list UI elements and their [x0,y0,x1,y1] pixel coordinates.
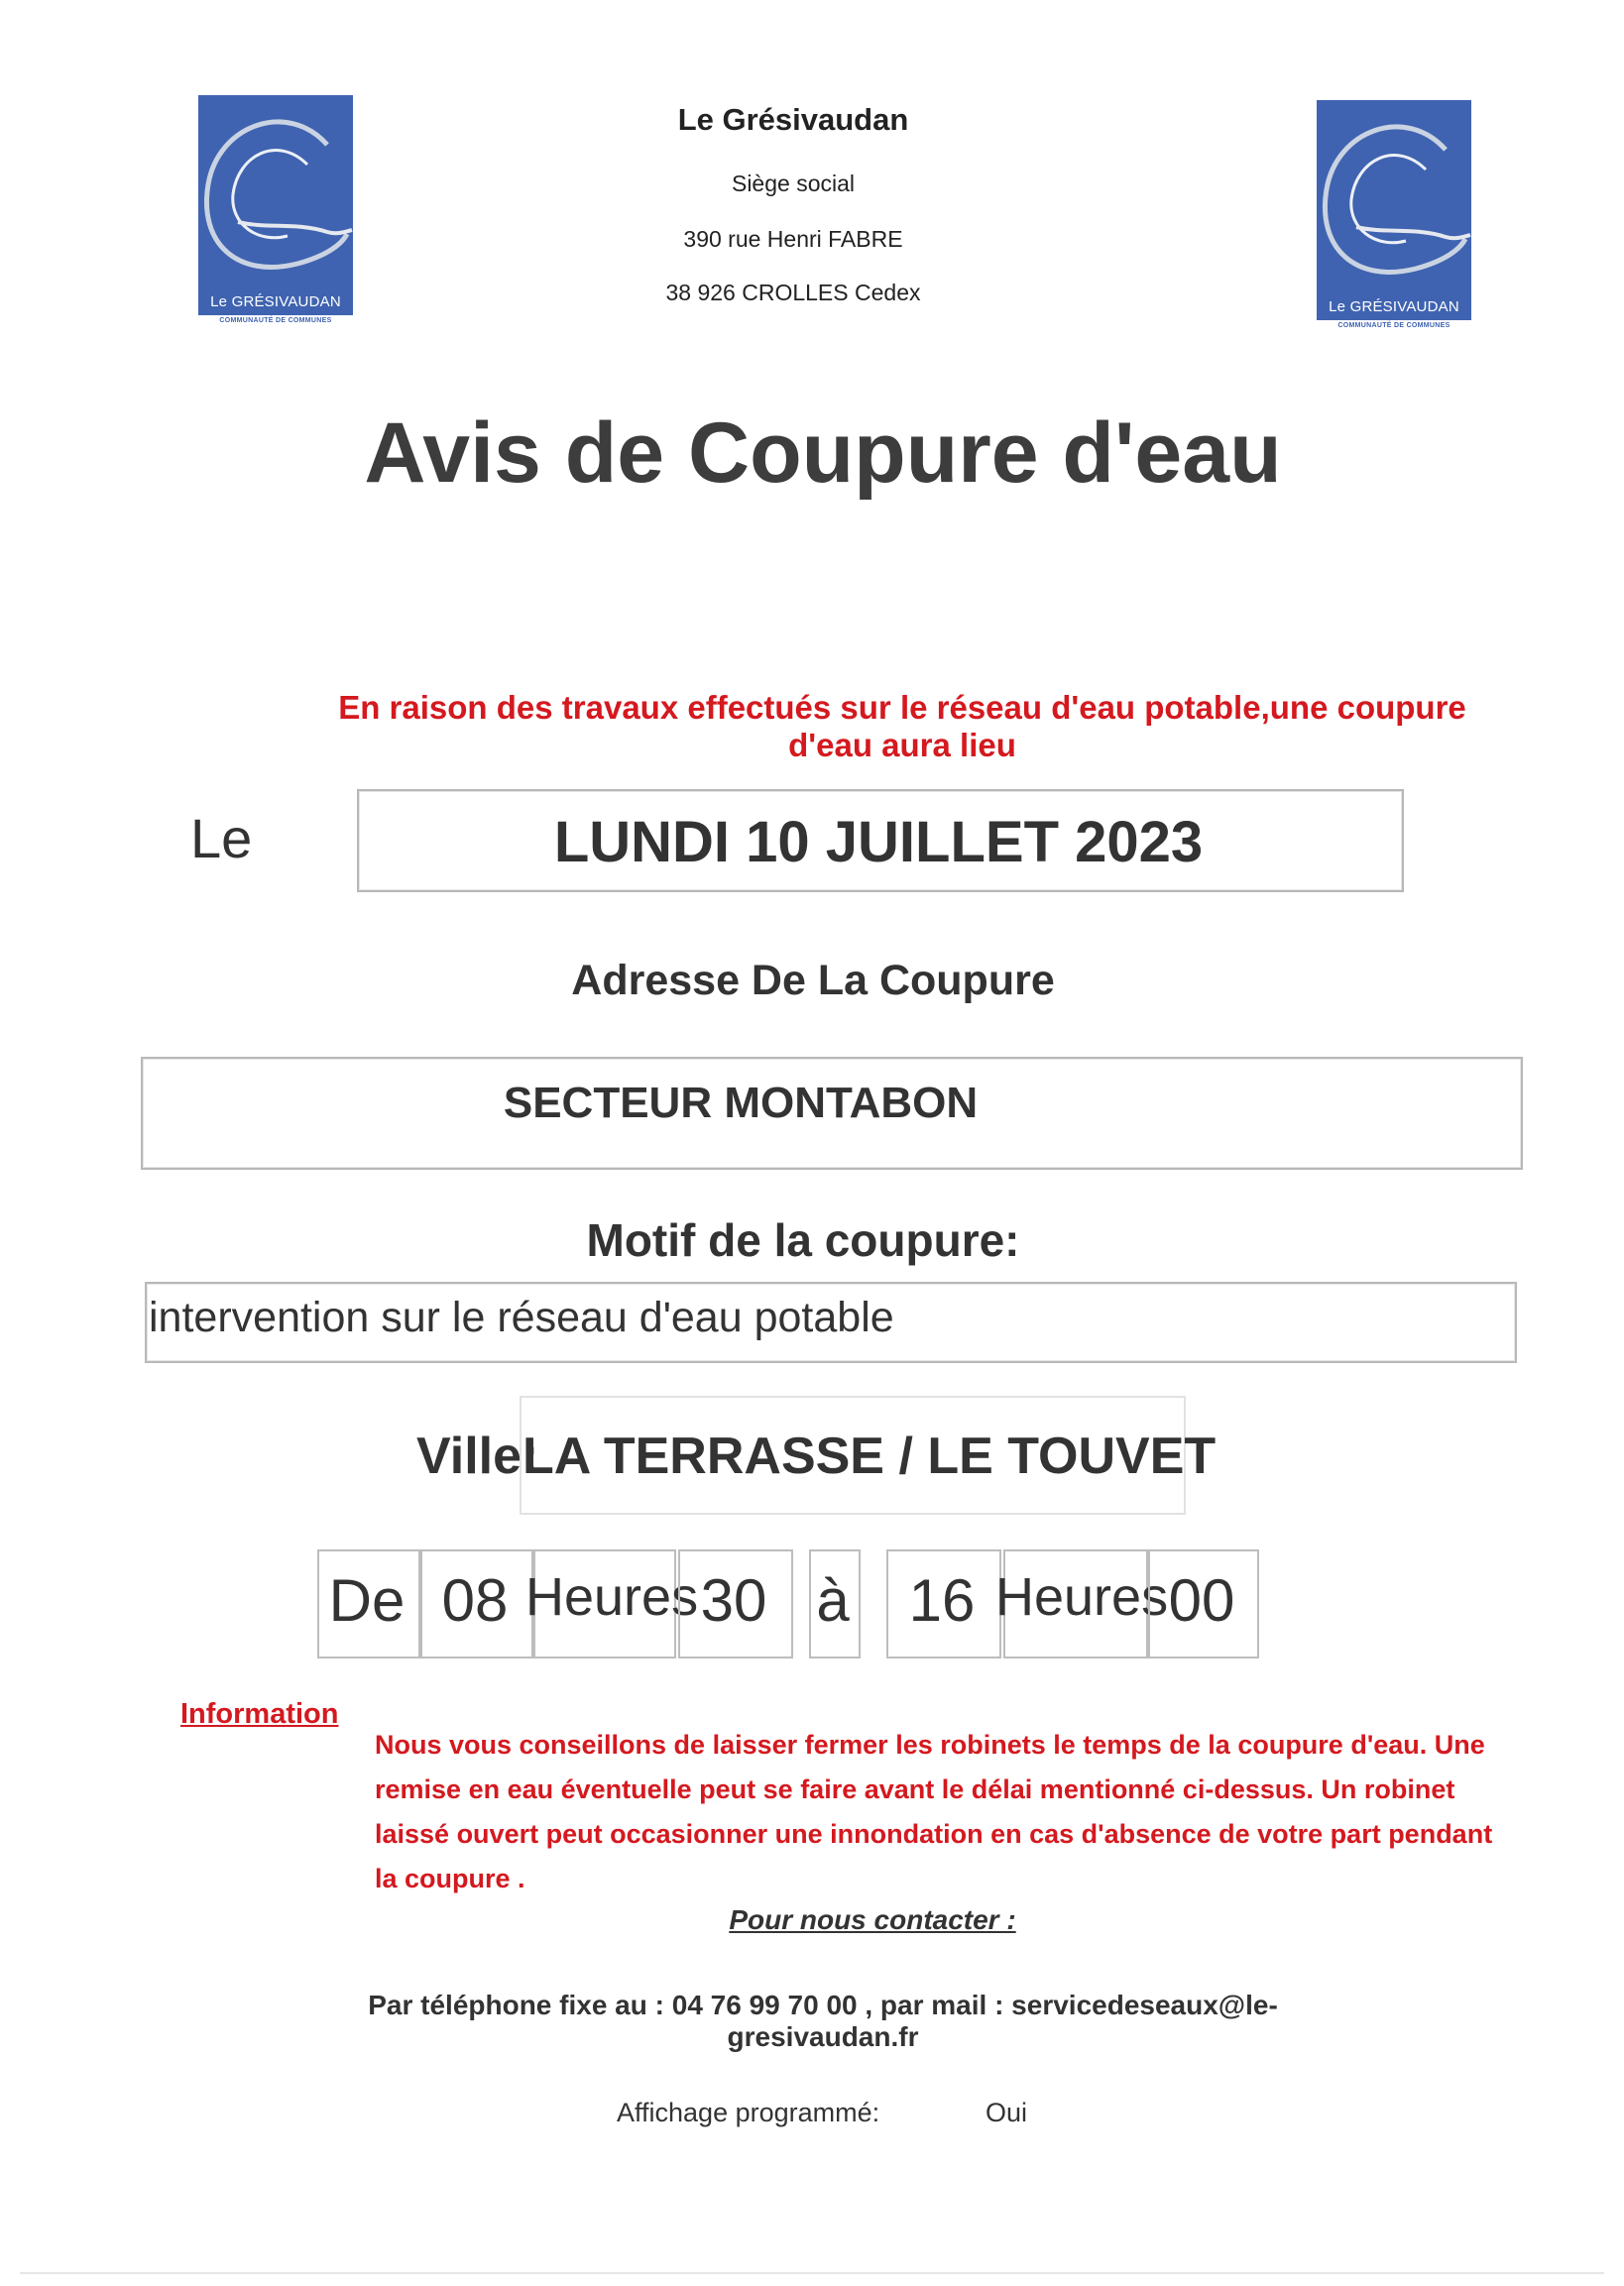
hours-label-2: Heures [995,1567,1169,1627]
logo-left [198,95,353,331]
start-hour: 08 [441,1567,509,1634]
contact-details: Par téléphone fixe au : 04 76 99 70 00 , par mail : servicedeseaux@le-gresivaudan.fr [368,1990,1278,2052]
information-label: Information [180,1698,339,1730]
address-value: SECTEUR MONTABON [503,1079,979,1127]
intro-notice: En raison des travaux effectués sur le réseau d'eau potable,une coupure d'eau aura lieu [338,689,1466,763]
logo-subtitle: COMMUNAUTÉ DE COMMUNES [219,317,332,324]
page-title: Avis de Coupure d'eau [364,405,1282,501]
affichage-label: Affichage programmé: [617,2098,880,2127]
motif-label: Motif de la coupure: [586,1214,1020,1266]
affichage-value: Oui [986,2098,1028,2127]
header-line-2: 390 rue Henri FABRE [683,226,903,252]
information-text: Nous vous conseillons de laisser fermer les robinets le temps de la coupure d'eau. Une remise en eau éventuelle peut se faire avant le délai mentionné ci-dessus. Un robinet laissé ouvert peut occasionner une innondation en cas d'absence de votre part pendant la coupure . [375,1730,1493,1893]
logo-subtitle: COMMUNAUTÉ DE COMMUNES [1337,322,1450,329]
end-hour: 16 [908,1567,976,1634]
address-label: Adresse De La Coupure [571,957,1055,1004]
bottom-divider [20,2272,1604,2274]
date-label: Le [190,807,253,869]
hours-label-1: Heures [525,1567,699,1627]
logo-swirl-icon [1297,110,1495,308]
to-label: à [816,1567,850,1634]
logo-name: Le GRÉSIVAUDAN [1329,298,1459,315]
logo-right [1317,100,1471,336]
contact-label: Pour nous contacter : [729,1904,1016,1935]
ville-value: LA TERRASSE / LE TOUVET [522,1428,1217,1485]
start-minute: 30 [700,1567,767,1634]
organization-name: Le Grésivaudan [677,102,909,137]
logo-name: Le GRÉSIVAUDAN [210,293,341,310]
ville-label: Ville: [416,1428,539,1485]
header-line-1: Siège social [731,171,856,196]
motif-value: intervention sur le réseau d'eau potable [149,1294,894,1341]
time-from-label: De [328,1567,406,1634]
end-minute: 00 [1168,1567,1235,1634]
date-value: LUNDI 10 JUILLET 2023 [553,810,1204,874]
logo-swirl-icon [178,105,377,303]
header-line-3: 38 926 CROLLES Cedex [665,280,921,305]
